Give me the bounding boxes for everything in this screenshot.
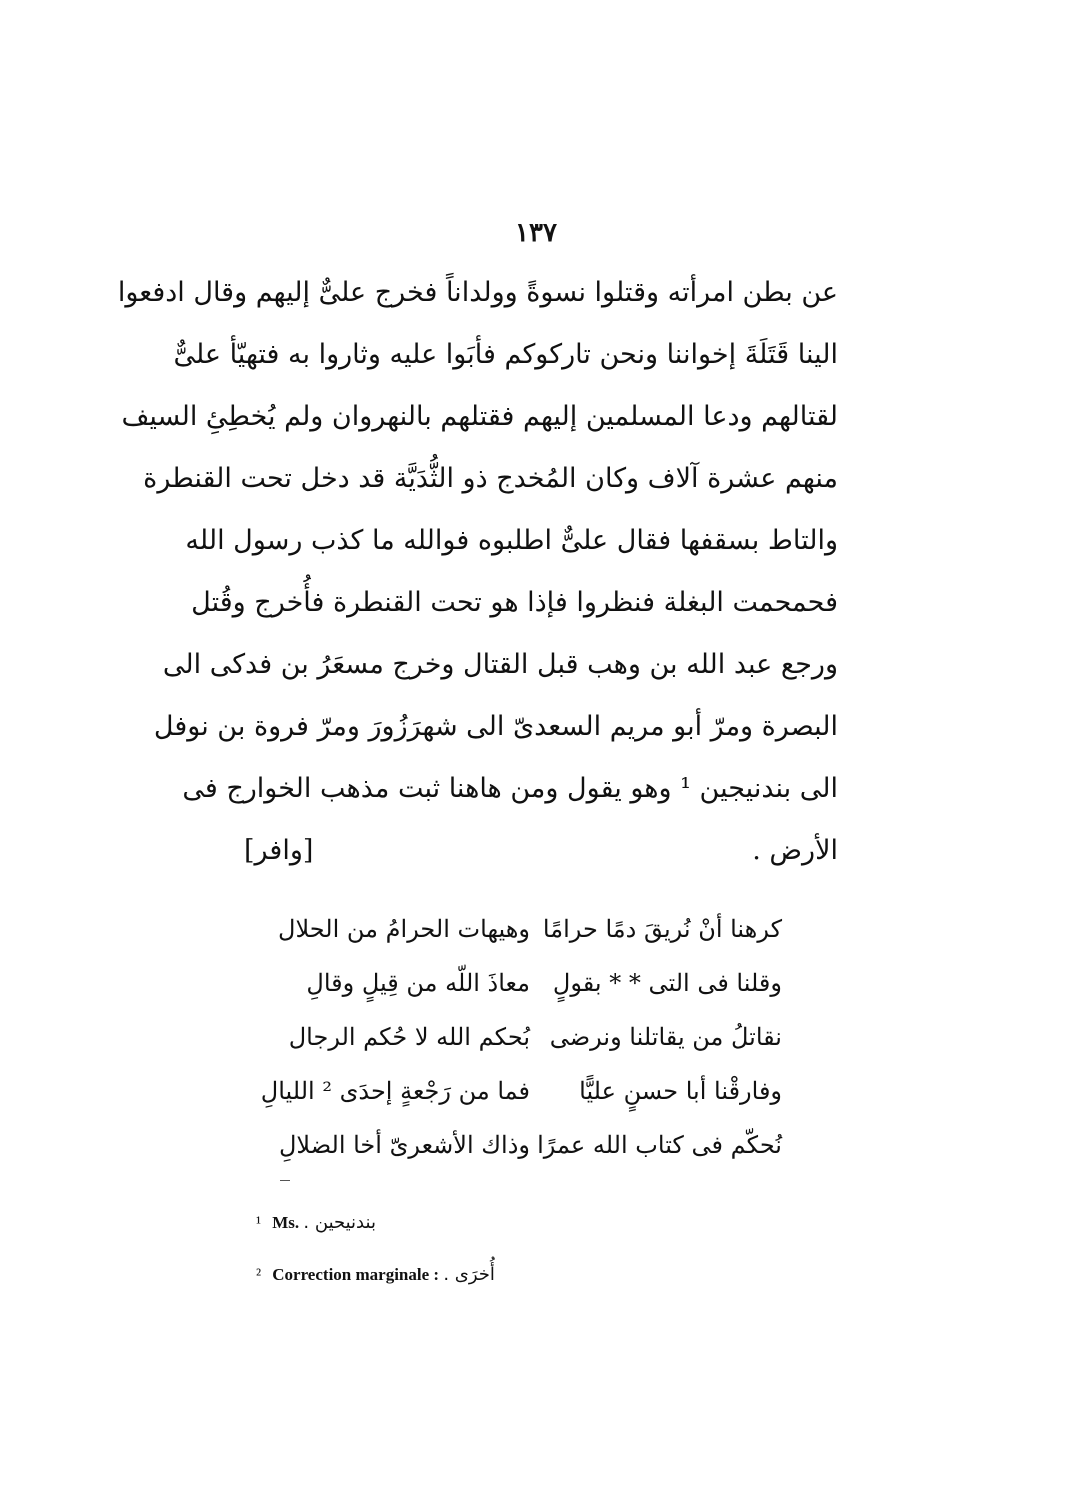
page-number: ١٣٧ [515, 218, 557, 248]
prose-line: الأرض . [752, 835, 838, 866]
prose-line: والتاط بسقفها فقال علىٌّ اطلبوه فوالله ما كذب رسول الله [185, 525, 838, 556]
prose-block [117, 262, 838, 882]
prose-line: الينا قَتَلَةَ إخواننا ونحن تاركوكم فأبَوا عليه وثاروا به فتهيّأ علىٌّ [173, 339, 838, 370]
footnote-mark: ¹ [256, 1213, 262, 1232]
footnote-mark: ² [256, 1265, 262, 1284]
verse-first-hemistich: نقاتلُ من يقاتلنا ونرضى [549, 1023, 782, 1051]
poem-verse [278, 1118, 782, 1172]
footnote-arabic: بندنيحين . [303, 1212, 376, 1233]
footnote-text: Ms. [272, 1213, 300, 1232]
verse-first-hemistich: كرهنا أنْ نُريقَ دمًا حرامًا [542, 915, 782, 943]
verse-first-hemistich: نُحكّم فى كتاب الله عمرًا [537, 1131, 782, 1159]
meter-label: [وافر] [244, 835, 314, 866]
prose-last-line-wrapper [244, 820, 838, 882]
prose-line: الى بندنيجين ¹ وهو يقول ومن هاهنا ثبت مذهب الخوارج فى [182, 773, 838, 804]
poem-divider [280, 1180, 290, 1181]
poem-verse [290, 1010, 782, 1064]
prose-line: البصرة ومرّ أبو مريم السعدىّ الى شهرَزُورَ ومرّ فروة بن نوفل [153, 711, 838, 742]
footnote [256, 1258, 816, 1310]
prose-line: لقتالهم ودعا المسلمين إليهم فقتلهم بالنهروان ولم يُخطِئِ السيف [121, 401, 838, 432]
footnote [256, 1206, 816, 1258]
verse-second-hemistich: وهيهات الحرامُ من الحلال [278, 915, 530, 943]
verse-second-hemistich: فما من رَجْعةٍ إحدَى ² الليالِ [260, 1077, 530, 1105]
poem-block [260, 902, 782, 1172]
footnotes [256, 1206, 816, 1310]
verse-first-hemistich: وقلنا فى التى * * بقولٍ [552, 969, 782, 997]
prose-line: ورجع عبد الله بن وهب قبل القتال وخرج مسعَرُ بن فدكى الى [162, 649, 838, 680]
poem-verse [278, 902, 782, 956]
footnote-arabic: أُخرَى . [443, 1264, 495, 1285]
poem-verse [290, 956, 782, 1010]
verse-second-hemistich: وذاك الأشعرىّ أخا الضلالِ [278, 1131, 530, 1159]
prose-line: فحمحمت البغلة فنظروا فإذا هو تحت القنطرة فأُخرج وقُتل [191, 587, 838, 618]
poem-verse [260, 1064, 782, 1118]
prose-line: عن بطن امرأته وقتلوا نسوةً وولداناً فخرج علىٌّ إليهم وقال ادفعوا [117, 277, 838, 308]
verse-second-hemistich: معاذَ اللّه من قِيلٍ وقالِ [306, 969, 530, 997]
footnote-text: Correction marginale : [272, 1265, 440, 1284]
prose-line: منهم عشرة آلاف وكان المُخدج ذو الثُّدَيَّة قد دخل تحت القنطرة [143, 463, 838, 494]
verse-first-hemistich: وفارقْنا أبا حسنٍ عليًّا [579, 1077, 782, 1105]
verse-second-hemistich: بُحكم الله لا حُكم الرجال [288, 1023, 530, 1051]
